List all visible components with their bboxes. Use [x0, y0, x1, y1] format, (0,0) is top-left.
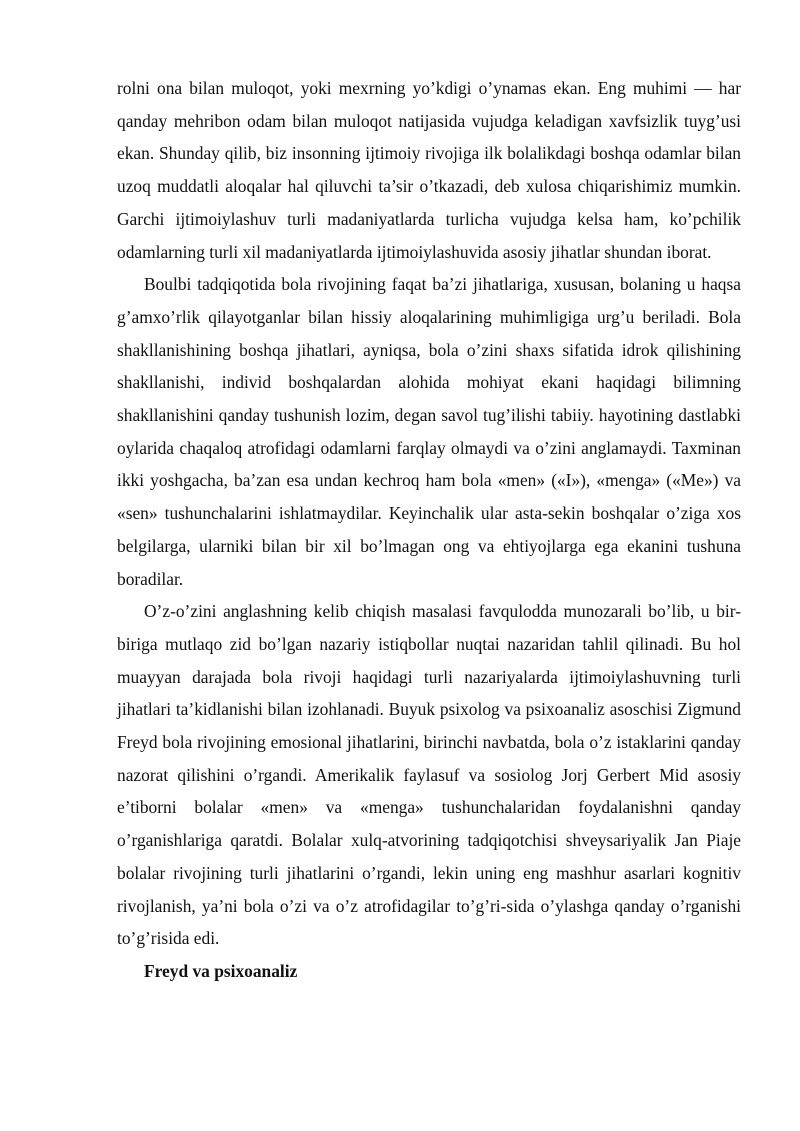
paragraph-continuation: rolni ona bilan muloqot, yoki mexrning yo’kdigi o’ynamas ekan. Eng muhimi — har qanday mehribon odam bilan muloqot natijasida vujudga keladigan xavfsizlik tuyg’usi ekan. Shunday qilib, biz insonning ijtimoiy rivojiga ilk bolalikdagi boshqa odamlar bilan uzoq muddatli aloqalar hal qiluvchi ta’sir o’tkazadi, deb xulosa chiqarishimiz mumkin. Garchi ijtimoiylashuv turli madaniyatlarda turlicha vujudga kelsa ham, ko’pchilik odamlarning turli xil madaniyatlarda ijtimoiylashuvida asosiy jihatlar shundan iborat.: [117, 78, 741, 262]
paragraph-self-awareness: O’z-o’zini anglashning kelib chiqish masalasi favqulodda munozarali bo’lib, u bir-biriga mutlaqo zid bo’lgan nazariy istiqbollar nuqtai nazaridan tahlil qilinadi. Bu hol muayyan darajada bola rivoji haqidagi turli nazariyalarda ijtimoiylashuvning turli jihatlari ta’kidlanishi bilan izohlanadi. Buyuk psixolog va psixoanaliz asoschisi Zigmund Freyd bola rivojining emosional jihatlarini, birinchi navbatda, bola o’z istaklarini qanday nazorat qilishini o’rgandi. Amerikalik faylasuf va sosiolog Jorj Gerbert Mid asosiy e’tiborni bolalar «men» va «menga» tushunchalaridan foydalanishni qanday o’rganishlariga qaratdi. Bolalar xulq-atvorining tadqiqotchisi shveysariyalik Jan Piaje bolalar rivojining turli jihatlarini o’rgandi, lekin uning eng mashhur asarlari kognitiv rivojlanish, ya’ni bola o’zi va o’z atrofidagilar to’g’ri-sida o’ylashga qanday o’rganishi to’g’risida edi.: [117, 601, 741, 949]
section-heading: Freyd va psixoanaliz: [144, 960, 298, 981]
paragraph-boulbi: Boulbi tadqiqotida bola rivojining faqat ba’zi jihatlariga, xususan, bolaning u haqsa g’amxo’rlik qilayotganlar bilan hissiy aloqalarining muhimligiga urg’u beriladi. Bola shakllanishining boshqa jihatlari, ayniqsa, bola o’zini shaxs sifatida idrok qilishining shakllanishi, individ boshqalardan alohida mohiyat ekani haqidagi bilimning shakllanishini qanday tushunish lozim, degan savol tug’ilishi tabiiy. hayotining dastlabki oylarida chaqaloq atrofidagi odamlarni farqlay olmaydi va o’zini anglamaydi. Taxminan ikki yoshgacha, ba’zan esa undan kechroq ham bola «men» («I»), «menga» («Me») va «sen» tushunchalarini ishlatmaydilar. Keyinchalik ular asta-sekin boshqalar o’ziga xos belgilarga, ularniki bilan bir xil bo’lmagan ong va ehtiyojlarga ega ekanini tushuna boradilar.: [117, 274, 741, 589]
document-page: [117, 72, 741, 988]
